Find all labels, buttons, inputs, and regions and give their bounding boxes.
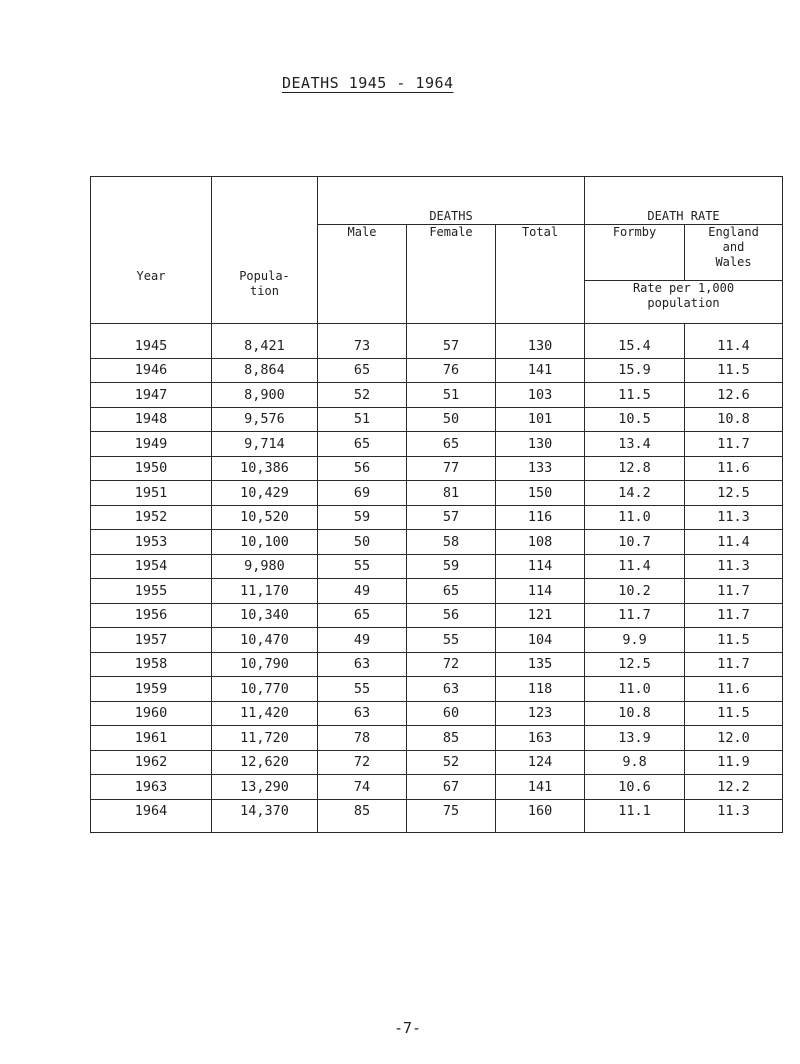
table-row	[91, 432, 783, 457]
table-header	[91, 177, 783, 324]
year-cell: 1951	[91, 481, 212, 506]
table-row	[91, 579, 783, 604]
england-wales-rate-cell: 11.6	[685, 456, 783, 481]
female-deaths-cell: 52	[407, 750, 496, 775]
header-population	[212, 177, 318, 324]
female-deaths-cell: 65	[407, 432, 496, 457]
female-deaths-cell: 56	[407, 603, 496, 628]
table-row	[91, 775, 783, 800]
year-cell: 1946	[91, 358, 212, 383]
year-cell: 1957	[91, 628, 212, 653]
female-deaths-cell: 50	[407, 407, 496, 432]
population-cell: 9,980	[212, 554, 318, 579]
header-rate-note-line: population	[647, 296, 720, 310]
table-row	[91, 481, 783, 506]
formby-rate-cell: 11.7	[585, 603, 685, 628]
female-deaths-cell: 76	[407, 358, 496, 383]
male-deaths-cell: 56	[318, 456, 407, 481]
header-deaths: DEATHS	[318, 177, 585, 225]
formby-rate-cell: 11.0	[585, 505, 685, 530]
formby-rate-cell: 15.4	[585, 324, 685, 359]
year-cell: 1947	[91, 383, 212, 408]
table-row	[91, 799, 783, 833]
formby-rate-cell: 9.8	[585, 750, 685, 775]
england-wales-rate-cell: 11.7	[685, 652, 783, 677]
female-deaths-cell: 77	[407, 456, 496, 481]
england-wales-rate-cell: 12.2	[685, 775, 783, 800]
male-deaths-cell: 65	[318, 432, 407, 457]
year-cell: 1959	[91, 677, 212, 702]
table-row	[91, 383, 783, 408]
england-wales-rate-cell: 11.4	[685, 530, 783, 555]
female-deaths-cell: 65	[407, 579, 496, 604]
male-deaths-cell: 55	[318, 554, 407, 579]
male-deaths-cell: 51	[318, 407, 407, 432]
year-cell: 1964	[91, 799, 212, 833]
england-wales-rate-cell: 12.5	[685, 481, 783, 506]
male-deaths-cell: 49	[318, 628, 407, 653]
year-cell: 1954	[91, 554, 212, 579]
male-deaths-cell: 63	[318, 652, 407, 677]
header-population-line: tion	[250, 284, 279, 298]
england-wales-rate-cell: 11.5	[685, 358, 783, 383]
table-row	[91, 358, 783, 383]
female-deaths-cell: 58	[407, 530, 496, 555]
year-cell: 1963	[91, 775, 212, 800]
table-row	[91, 603, 783, 628]
header-england-wales-line: and	[722, 240, 745, 254]
england-wales-rate-cell: 11.7	[685, 603, 783, 628]
page-number: -7-	[394, 1019, 422, 1037]
population-cell: 8,421	[212, 324, 318, 359]
table-row	[91, 701, 783, 726]
formby-rate-cell: 15.9	[585, 358, 685, 383]
formby-rate-cell: 9.9	[585, 628, 685, 653]
female-deaths-cell: 75	[407, 799, 496, 833]
england-wales-rate-cell: 11.5	[685, 628, 783, 653]
population-cell: 10,340	[212, 603, 318, 628]
female-deaths-cell: 51	[407, 383, 496, 408]
table-row	[91, 407, 783, 432]
year-cell: 1953	[91, 530, 212, 555]
year-cell: 1956	[91, 603, 212, 628]
population-cell: 14,370	[212, 799, 318, 833]
population-cell: 12,620	[212, 750, 318, 775]
male-deaths-cell: 52	[318, 383, 407, 408]
formby-rate-cell: 11.0	[585, 677, 685, 702]
population-cell: 11,170	[212, 579, 318, 604]
england-wales-rate-cell: 11.6	[685, 677, 783, 702]
england-wales-rate-cell: 11.5	[685, 701, 783, 726]
formby-rate-cell: 14.2	[585, 481, 685, 506]
total-deaths-cell: 124	[496, 750, 585, 775]
total-deaths-cell: 108	[496, 530, 585, 555]
female-deaths-cell: 59	[407, 554, 496, 579]
formby-rate-cell: 13.9	[585, 726, 685, 751]
total-deaths-cell: 103	[496, 383, 585, 408]
female-deaths-cell: 63	[407, 677, 496, 702]
male-deaths-cell: 78	[318, 726, 407, 751]
total-deaths-cell: 130	[496, 324, 585, 359]
header-total: Total	[496, 225, 585, 324]
formby-rate-cell: 10.5	[585, 407, 685, 432]
year-cell: 1952	[91, 505, 212, 530]
england-wales-rate-cell: 11.4	[685, 324, 783, 359]
population-cell: 9,576	[212, 407, 318, 432]
table-row	[91, 628, 783, 653]
deaths-table	[90, 176, 783, 833]
population-cell: 13,290	[212, 775, 318, 800]
female-deaths-cell: 67	[407, 775, 496, 800]
year-cell: 1945	[91, 324, 212, 359]
male-deaths-cell: 50	[318, 530, 407, 555]
table-row	[91, 554, 783, 579]
male-deaths-cell: 59	[318, 505, 407, 530]
year-cell: 1955	[91, 579, 212, 604]
year-cell: 1960	[91, 701, 212, 726]
female-deaths-cell: 85	[407, 726, 496, 751]
female-deaths-cell: 81	[407, 481, 496, 506]
formby-rate-cell: 10.8	[585, 701, 685, 726]
total-deaths-cell: 141	[496, 358, 585, 383]
male-deaths-cell: 49	[318, 579, 407, 604]
male-deaths-cell: 85	[318, 799, 407, 833]
population-cell: 10,429	[212, 481, 318, 506]
total-deaths-cell: 114	[496, 579, 585, 604]
total-deaths-cell: 160	[496, 799, 585, 833]
formby-rate-cell: 12.5	[585, 652, 685, 677]
population-cell: 10,100	[212, 530, 318, 555]
formby-rate-cell: 11.5	[585, 383, 685, 408]
header-england-wales-line: England	[708, 225, 759, 239]
male-deaths-cell: 65	[318, 358, 407, 383]
male-deaths-cell: 72	[318, 750, 407, 775]
population-cell: 8,900	[212, 383, 318, 408]
table-row	[91, 726, 783, 751]
total-deaths-cell: 135	[496, 652, 585, 677]
england-wales-rate-cell: 11.7	[685, 432, 783, 457]
formby-rate-cell: 13.4	[585, 432, 685, 457]
male-deaths-cell: 74	[318, 775, 407, 800]
total-deaths-cell: 141	[496, 775, 585, 800]
year-cell: 1949	[91, 432, 212, 457]
formby-rate-cell: 10.2	[585, 579, 685, 604]
population-cell: 9,714	[212, 432, 318, 457]
formby-rate-cell: 10.7	[585, 530, 685, 555]
male-deaths-cell: 55	[318, 677, 407, 702]
england-wales-rate-cell: 11.3	[685, 554, 783, 579]
header-rate-note	[585, 281, 783, 324]
year-cell: 1961	[91, 726, 212, 751]
female-deaths-cell: 72	[407, 652, 496, 677]
male-deaths-cell: 65	[318, 603, 407, 628]
female-deaths-cell: 57	[407, 324, 496, 359]
male-deaths-cell: 63	[318, 701, 407, 726]
table-body	[91, 324, 783, 833]
year-cell: 1958	[91, 652, 212, 677]
england-wales-rate-cell: 11.7	[685, 579, 783, 604]
male-deaths-cell: 73	[318, 324, 407, 359]
england-wales-rate-cell: 11.3	[685, 505, 783, 530]
population-cell: 10,520	[212, 505, 318, 530]
table-row	[91, 505, 783, 530]
total-deaths-cell: 104	[496, 628, 585, 653]
total-deaths-cell: 114	[496, 554, 585, 579]
total-deaths-cell: 121	[496, 603, 585, 628]
page-title: DEATHS 1945 - 1964	[282, 74, 454, 92]
header-formby: Formby	[585, 225, 685, 281]
population-cell: 10,386	[212, 456, 318, 481]
formby-rate-cell: 12.8	[585, 456, 685, 481]
year-cell: 1948	[91, 407, 212, 432]
population-cell: 11,420	[212, 701, 318, 726]
table-row	[91, 677, 783, 702]
table-row	[91, 652, 783, 677]
population-cell: 10,790	[212, 652, 318, 677]
header-england-wales	[685, 225, 783, 281]
england-wales-rate-cell: 10.8	[685, 407, 783, 432]
england-wales-rate-cell: 11.9	[685, 750, 783, 775]
total-deaths-cell: 150	[496, 481, 585, 506]
header-male: Male	[318, 225, 407, 324]
population-cell: 10,770	[212, 677, 318, 702]
population-cell: 11,720	[212, 726, 318, 751]
female-deaths-cell: 55	[407, 628, 496, 653]
header-england-wales-line: Wales	[715, 255, 752, 269]
total-deaths-cell: 163	[496, 726, 585, 751]
formby-rate-cell: 10.6	[585, 775, 685, 800]
total-deaths-cell: 118	[496, 677, 585, 702]
total-deaths-cell: 130	[496, 432, 585, 457]
table-row	[91, 750, 783, 775]
population-cell: 8,864	[212, 358, 318, 383]
england-wales-rate-cell: 12.6	[685, 383, 783, 408]
male-deaths-cell: 69	[318, 481, 407, 506]
total-deaths-cell: 101	[496, 407, 585, 432]
header-year: Year	[91, 177, 212, 324]
table-row	[91, 530, 783, 555]
header-rate-note-line: Rate per 1,000	[632, 281, 735, 295]
female-deaths-cell: 60	[407, 701, 496, 726]
header-female: Female	[407, 225, 496, 324]
england-wales-rate-cell: 12.0	[685, 726, 783, 751]
year-cell: 1950	[91, 456, 212, 481]
total-deaths-cell: 123	[496, 701, 585, 726]
population-cell: 10,470	[212, 628, 318, 653]
year-cell: 1962	[91, 750, 212, 775]
formby-rate-cell: 11.1	[585, 799, 685, 833]
england-wales-rate-cell: 11.3	[685, 799, 783, 833]
table-row	[91, 456, 783, 481]
formby-rate-cell: 11.4	[585, 554, 685, 579]
total-deaths-cell: 116	[496, 505, 585, 530]
table-row	[91, 324, 783, 359]
total-deaths-cell: 133	[496, 456, 585, 481]
header-population-line: Popula-	[239, 269, 290, 283]
female-deaths-cell: 57	[407, 505, 496, 530]
header-death-rate: DEATH RATE	[585, 177, 783, 225]
